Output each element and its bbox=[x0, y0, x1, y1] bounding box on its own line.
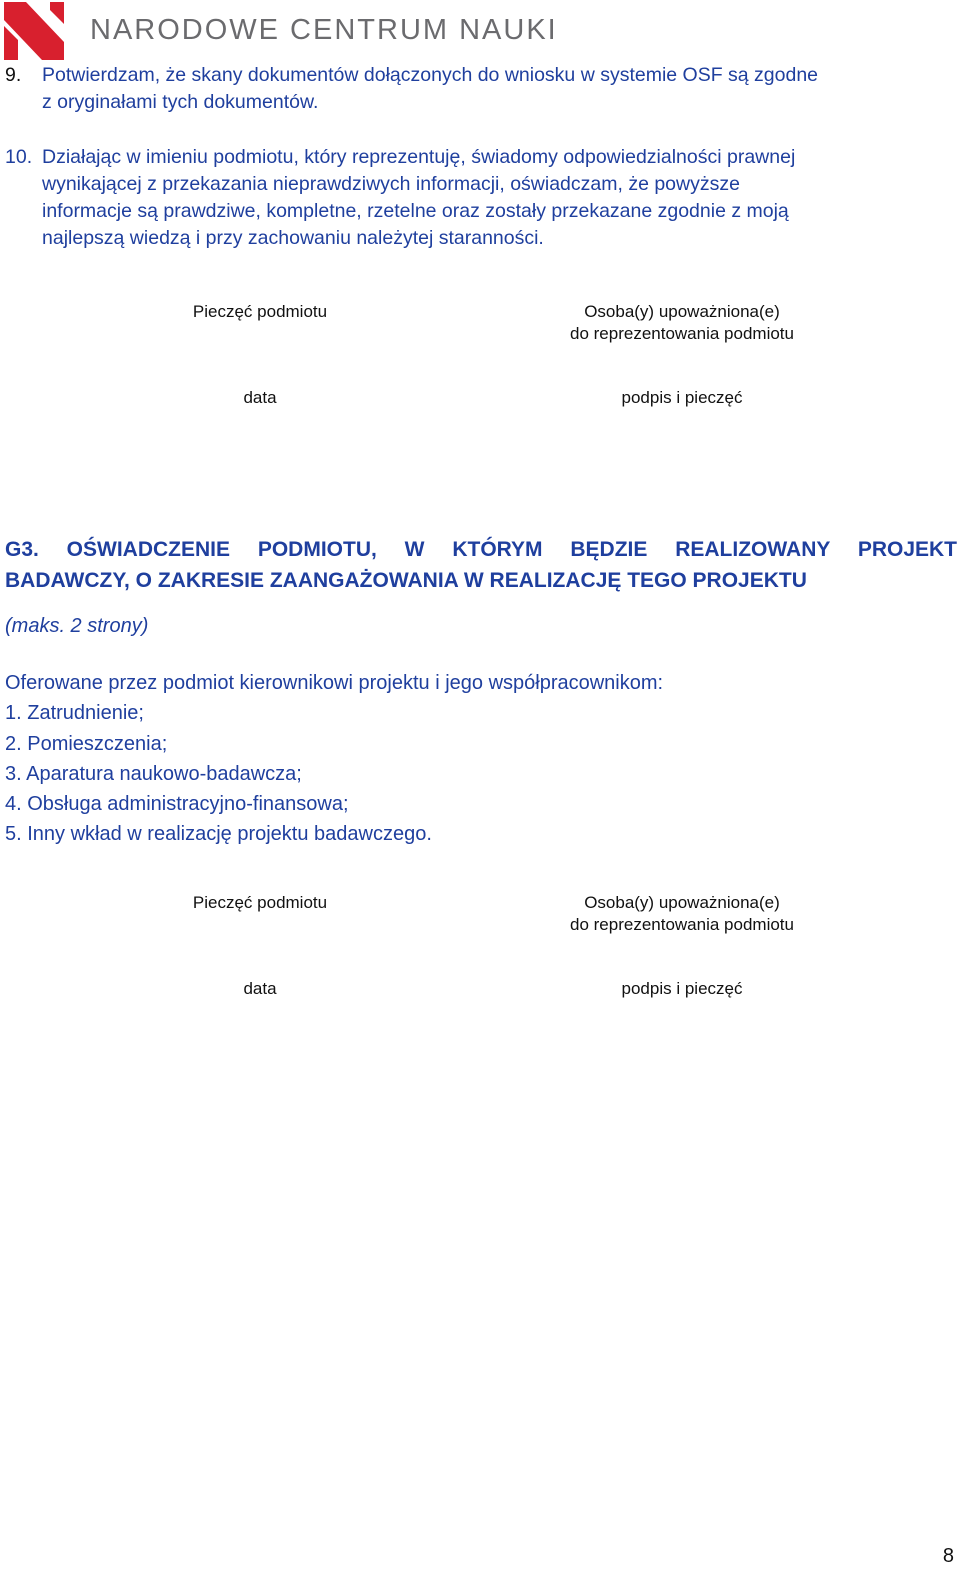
item-text-line: Działając w imieniu podmiotu, który reprezentuję, świadomy odpowiedzialności prawnej bbox=[42, 146, 796, 168]
item-text-line: informacje są prawdziwe, kompletne, rzetelne oraz zostały przekazane zgodnie z moją bbox=[42, 200, 789, 222]
stamp-label: Pieczęć podmiotu bbox=[192, 893, 328, 912]
offer-intro: Oferowane przez podmiot kierownikowi projektu i jego współpracownikom: bbox=[5, 672, 664, 694]
section-g3-heading bbox=[5, 534, 957, 596]
item-text-line: wynikającej z przekazania nieprawdziwych informacji, oświadczam, że powyższe bbox=[42, 173, 740, 195]
item-number: 9. bbox=[5, 64, 22, 86]
heading-line: G3. OŚWIADCZENIE PODMIOTU, W KTÓRYM BĘDZIE REALIZOWANY PROJEKT bbox=[5, 538, 957, 561]
date-label: data bbox=[243, 979, 277, 998]
list-item: 4. Obsługa administracyjno-finansowa; bbox=[5, 793, 349, 816]
heading-line: BADAWCZY, O ZAKRESIE ZAANGAŻOWANIA W REALIZACJĘ TEGO PROJEKTU bbox=[5, 569, 807, 592]
signature-label: podpis i pieczęć bbox=[621, 979, 743, 998]
authorized-person-line: Osoba(y) upoważniona(e) bbox=[584, 893, 780, 912]
declaration-item-9 bbox=[5, 62, 957, 116]
authorized-person-line: Osoba(y) upoważniona(e) bbox=[584, 302, 780, 321]
authorized-person-line: do reprezentowania podmiotu bbox=[570, 324, 794, 343]
stamp-label: Pieczęć podmiotu bbox=[192, 302, 328, 321]
authorized-person-label bbox=[532, 892, 832, 936]
list-item: 1. Zatrudnienie; bbox=[5, 702, 144, 725]
signature-label: podpis i pieczęć bbox=[621, 388, 743, 407]
offer-list bbox=[5, 668, 663, 850]
page-limit-note: (maks. 2 strony) bbox=[5, 615, 149, 637]
authorized-person-line: do reprezentowania podmiotu bbox=[570, 915, 794, 934]
page-header bbox=[0, 0, 960, 62]
logo-wordmark: NARODOWE CENTRUM NAUKI bbox=[90, 14, 558, 46]
authorized-person-label bbox=[532, 301, 832, 345]
item-text-line: najlepszą wiedzą i przy zachowaniu należytej staranności. bbox=[42, 227, 544, 249]
item-text-line: z oryginałami tych dokumentów. bbox=[42, 91, 319, 113]
page-number: 8 bbox=[942, 1545, 954, 1567]
ncn-logo-icon bbox=[4, 2, 64, 60]
item-number: 10. bbox=[5, 146, 33, 168]
list-item: 5. Inny wkład w realizację projektu badawczego. bbox=[5, 823, 432, 846]
item-text-line: Potwierdzam, że skany dokumentów dołączonych do wniosku w systemie OSF są zgodne bbox=[42, 64, 819, 86]
declaration-item-10 bbox=[5, 144, 957, 252]
list-item: 2. Pomieszczenia; bbox=[5, 732, 168, 755]
list-item: 3. Aparatura naukowo-badawcza; bbox=[5, 762, 302, 785]
date-label: data bbox=[243, 388, 277, 407]
